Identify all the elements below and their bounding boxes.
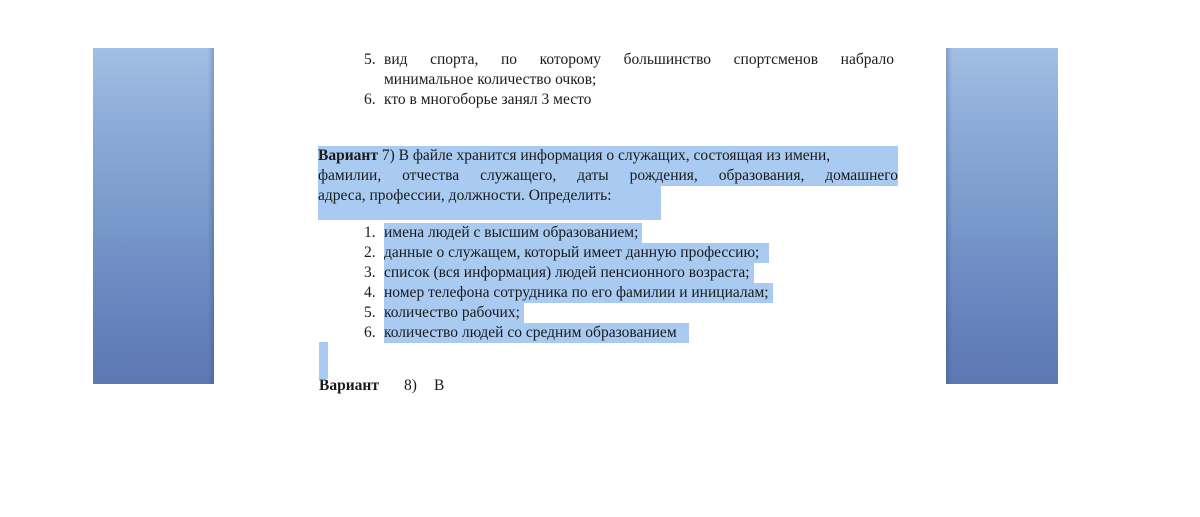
cut-variant-text: В (434, 377, 445, 394)
variant-heading: Вариант (318, 147, 378, 164)
list-number: 4. (364, 284, 376, 301)
list-number: 2. (364, 244, 376, 261)
cut-variant-number: 8) (404, 377, 417, 394)
variant-lead-text: 7) В файле хранится информация о служащих, состоящая из имени, (377, 147, 831, 164)
list-number: 5. (364, 51, 376, 68)
left-margin-panel (93, 48, 214, 384)
right-margin-panel (946, 48, 1058, 384)
selection-gap (318, 206, 661, 220)
list-number: 3. (364, 264, 376, 281)
selected-empty-paragraph[interactable] (319, 342, 328, 379)
list-item-text[interactable]: имена людей с высшим образованием; (384, 223, 642, 243)
list-item-text: вид спорта, по которому большинство спортсменов набрало (384, 51, 894, 68)
next-paragraph-cutoff (319, 376, 879, 394)
selected-paragraph-line[interactable] (318, 146, 898, 166)
document-viewport[interactable] (93, 48, 1058, 394)
list-item-text[interactable]: данные о служащем, который имеет данную профессию; (384, 243, 769, 263)
list-number: 1. (364, 224, 376, 241)
list-item-text[interactable]: список (вся информация) людей пенсионного возраста; (384, 263, 754, 283)
list-item-text: кто в многоборье занял 3 место (384, 91, 592, 108)
list-number: 6. (364, 91, 376, 108)
cut-variant-heading: Вариант (319, 377, 379, 394)
document-page[interactable] (214, 48, 946, 394)
selected-paragraph-line[interactable]: фамилии, отчества служащего, даты рождения, образования, домашнего (318, 167, 898, 184)
list-number: 5. (364, 304, 376, 321)
list-item-text-continued: минимальное количество очков; (384, 71, 597, 88)
list-number: 6. (364, 324, 376, 341)
selected-paragraph-line[interactable]: адреса, профессии, должности. Определить: (318, 186, 661, 206)
list-item-text[interactable]: номер телефона сотрудника по его фамилии и инициалам; (384, 283, 773, 303)
list-item-text[interactable]: количество рабочих; (384, 303, 524, 323)
list-item-text[interactable]: количество людей со средним образованием (384, 323, 689, 343)
